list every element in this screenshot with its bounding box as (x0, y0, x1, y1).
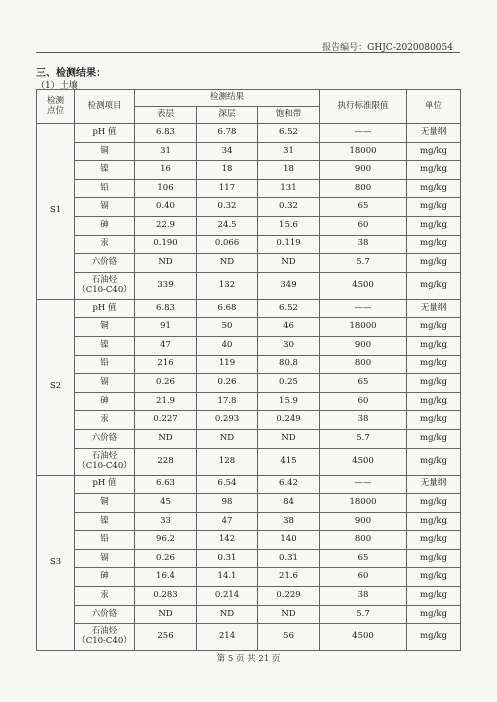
header-results: 检测结果 (135, 90, 320, 107)
surface-cell: 33 (135, 512, 197, 531)
item-label: 镉 (100, 552, 109, 563)
table-row (37, 299, 461, 318)
unit-cell: mg/kg (407, 494, 461, 513)
table-row (37, 568, 461, 587)
table-row (37, 605, 461, 624)
surface-cell: ND (135, 429, 197, 448)
item-cell (75, 475, 135, 494)
item-label: 铜 (100, 497, 109, 507)
deep-cell: 47 (197, 512, 258, 531)
header-saturated: 饱和带 (258, 107, 320, 124)
surface-cell: 0.190 (135, 235, 197, 254)
item-label: 汞 (100, 589, 109, 600)
unit-cell: mg/kg (407, 254, 461, 273)
table-row (37, 512, 461, 531)
item-label: 镉 (100, 377, 109, 388)
unit-cell: mg/kg (407, 429, 461, 448)
deep-cell: 142 (197, 531, 258, 550)
item-cell (75, 355, 135, 374)
item-label: 六价铬 (91, 432, 118, 443)
limit-cell: 5.7 (320, 254, 407, 273)
table-row (37, 448, 461, 475)
saturated-cell: 84 (258, 494, 320, 513)
surface-cell: 22.9 (135, 216, 197, 235)
limit-cell: —— (320, 124, 407, 143)
surface-cell: 6.83 (135, 299, 197, 318)
deep-cell: 6.54 (197, 475, 258, 494)
item-label: pH 值 (92, 302, 117, 313)
saturated-cell: ND (258, 605, 320, 624)
item-cell (75, 512, 135, 531)
table-row (37, 124, 461, 143)
unit-cell: mg/kg (407, 568, 461, 587)
limit-cell: 60 (320, 216, 407, 235)
surface-cell: 0.26 (135, 549, 197, 568)
item-label-suffix: （C10-C40） (77, 460, 132, 471)
unit-cell: mg/kg (407, 531, 461, 550)
limit-cell: —— (320, 475, 407, 494)
item-cell (75, 448, 135, 475)
item-cell (75, 235, 135, 254)
limit-cell: 5.7 (320, 605, 407, 624)
deep-cell: 0.26 (197, 374, 258, 393)
table-row (37, 254, 461, 273)
surface-cell: 216 (135, 355, 197, 374)
saturated-cell: 21.6 (258, 568, 320, 587)
item-label: pH 值 (92, 126, 117, 137)
limit-cell: 900 (320, 336, 407, 355)
unit-cell: mg/kg (407, 198, 461, 217)
saturated-cell: 131 (258, 179, 320, 198)
saturated-cell: 31 (258, 142, 320, 161)
table-row (37, 318, 461, 337)
deep-cell: 0.31 (197, 549, 258, 568)
item-cell (75, 494, 135, 513)
item-label: 镍 (100, 515, 109, 526)
table-row (37, 624, 461, 651)
surface-cell: 21.9 (135, 392, 197, 411)
unit-cell: mg/kg (407, 179, 461, 198)
item-cell (75, 531, 135, 550)
item-label: 砷 (100, 571, 109, 582)
item-label: 铜 (100, 321, 109, 332)
unit-cell: mg/kg (407, 448, 461, 475)
limit-cell: 65 (320, 198, 407, 217)
item-label-suffix: （C10-C40） (77, 284, 132, 295)
surface-cell: 256 (135, 624, 197, 651)
table-row (37, 142, 461, 161)
item-label: 铅 (100, 182, 109, 193)
saturated-cell: 0.249 (258, 411, 320, 430)
table-row (37, 587, 461, 606)
deep-cell: 0.32 (197, 198, 258, 217)
deep-cell: 14.1 (197, 568, 258, 587)
item-label: 镍 (100, 339, 109, 350)
unit-cell: mg/kg (407, 411, 461, 430)
surface-cell: 106 (135, 179, 197, 198)
item-cell (75, 216, 135, 235)
item-cell (75, 124, 135, 143)
header-deep: 深层 (197, 107, 258, 124)
item-label: 石油烃 (91, 274, 118, 285)
page-footer: 第 5 页 共 21 页 (216, 654, 281, 664)
deep-cell: 117 (197, 179, 258, 198)
item-cell (75, 392, 135, 411)
surface-cell: ND (135, 605, 197, 624)
limit-cell: 18000 (320, 318, 407, 337)
unit-cell: 无量纲 (407, 124, 461, 143)
deep-cell: 40 (197, 336, 258, 355)
limit-cell: 4500 (320, 272, 407, 299)
item-label: 汞 (100, 238, 109, 249)
deep-cell: 214 (197, 624, 258, 651)
unit-cell: mg/kg (407, 318, 461, 337)
unit-cell: mg/kg (407, 336, 461, 355)
item-cell (75, 568, 135, 587)
saturated-cell: 415 (258, 448, 320, 475)
header-location: 检测点位 (37, 90, 75, 124)
table-row (37, 272, 461, 299)
deep-cell: 6.68 (197, 299, 258, 318)
saturated-cell: ND (258, 254, 320, 273)
item-cell (75, 624, 135, 651)
table-row (37, 392, 461, 411)
unit-cell: mg/kg (407, 392, 461, 411)
item-cell (75, 142, 135, 161)
saturated-cell: 56 (258, 624, 320, 651)
table-row (37, 374, 461, 393)
surface-cell: 339 (135, 272, 197, 299)
deep-cell: ND (197, 254, 258, 273)
limit-cell: 60 (320, 392, 407, 411)
limit-cell: 900 (320, 512, 407, 531)
limit-cell: 65 (320, 549, 407, 568)
surface-cell: 31 (135, 142, 197, 161)
table-row (37, 179, 461, 198)
table-row (37, 411, 461, 430)
deep-cell: ND (197, 605, 258, 624)
item-label: 铅 (100, 358, 109, 369)
saturated-cell: 0.31 (258, 549, 320, 568)
saturated-cell: 6.52 (258, 124, 320, 143)
unit-cell: mg/kg (407, 374, 461, 393)
results-table (36, 89, 461, 651)
unit-cell: mg/kg (407, 235, 461, 254)
saturated-cell: 80.8 (258, 355, 320, 374)
surface-cell: 6.63 (135, 475, 197, 494)
saturated-cell: ND (258, 429, 320, 448)
item-cell (75, 198, 135, 217)
item-label: 六价铬 (91, 608, 118, 619)
saturated-cell: 0.229 (258, 587, 320, 606)
item-label: 镉 (100, 201, 109, 212)
table-row (37, 216, 461, 235)
table-row (37, 494, 461, 513)
deep-cell: 98 (197, 494, 258, 513)
item-cell (75, 605, 135, 624)
limit-cell: 18000 (320, 494, 407, 513)
item-cell (75, 587, 135, 606)
limit-cell: 38 (320, 587, 407, 606)
item-cell (75, 161, 135, 180)
deep-cell: 24.5 (197, 216, 258, 235)
unit-cell: mg/kg (407, 161, 461, 180)
surface-cell: 91 (135, 318, 197, 337)
item-cell (75, 429, 135, 448)
item-cell (75, 411, 135, 430)
limit-cell: 800 (320, 531, 407, 550)
limit-cell: 800 (320, 179, 407, 198)
table-row (37, 531, 461, 550)
item-label: 铅 (100, 534, 109, 545)
site-cell: S1 (37, 124, 75, 300)
item-cell (75, 549, 135, 568)
item-cell (75, 272, 135, 299)
saturated-cell: 15.6 (258, 216, 320, 235)
surface-cell: 45 (135, 494, 197, 513)
section-title: 三、检测结果： (36, 68, 106, 79)
limit-cell: 800 (320, 355, 407, 374)
deep-cell: ND (197, 429, 258, 448)
saturated-cell: 0.32 (258, 198, 320, 217)
header-unit: 单位 (407, 90, 461, 124)
unit-cell: mg/kg (407, 605, 461, 624)
saturated-cell: 46 (258, 318, 320, 337)
table-row (37, 235, 461, 254)
deep-cell: 17.8 (197, 392, 258, 411)
deep-cell: 0.214 (197, 587, 258, 606)
unit-cell: mg/kg (407, 587, 461, 606)
saturated-cell: 140 (258, 531, 320, 550)
table-row (37, 161, 461, 180)
saturated-cell: 18 (258, 161, 320, 180)
surface-cell: 0.227 (135, 411, 197, 430)
surface-cell: 0.283 (135, 587, 197, 606)
header-limit: 执行标准限值 (320, 90, 407, 124)
item-label: 石油烃 (91, 626, 118, 637)
saturated-cell: 0.25 (258, 374, 320, 393)
limit-cell: 18000 (320, 142, 407, 161)
item-cell (75, 374, 135, 393)
limit-cell: 60 (320, 568, 407, 587)
table-body (37, 124, 461, 651)
item-label: 砷 (100, 395, 109, 406)
report-number: 报告编号：GHJC-2020080054 (322, 43, 453, 53)
item-cell (75, 254, 135, 273)
limit-cell: 4500 (320, 448, 407, 475)
saturated-cell: 6.52 (258, 299, 320, 318)
surface-cell: 16 (135, 161, 197, 180)
item-cell (75, 299, 135, 318)
item-label: 汞 (100, 414, 109, 425)
limit-cell: 900 (320, 161, 407, 180)
deep-cell: 128 (197, 448, 258, 475)
saturated-cell: 0.119 (258, 235, 320, 254)
unit-cell: 无量纲 (407, 475, 461, 494)
deep-cell: 34 (197, 142, 258, 161)
unit-cell: mg/kg (407, 142, 461, 161)
limit-cell: 38 (320, 235, 407, 254)
header-item: 检测项目 (75, 90, 135, 124)
item-label: 六价铬 (91, 257, 118, 268)
saturated-cell: 38 (258, 512, 320, 531)
deep-cell: 18 (197, 161, 258, 180)
unit-cell: mg/kg (407, 272, 461, 299)
deep-cell: 50 (197, 318, 258, 337)
deep-cell: 132 (197, 272, 258, 299)
unit-cell: mg/kg (407, 355, 461, 374)
surface-cell: 16.4 (135, 568, 197, 587)
limit-cell: —— (320, 299, 407, 318)
unit-cell: mg/kg (407, 549, 461, 568)
deep-cell: 119 (197, 355, 258, 374)
limit-cell: 38 (320, 411, 407, 430)
surface-cell: 6.83 (135, 124, 197, 143)
saturated-cell: 6.42 (258, 475, 320, 494)
saturated-cell: 30 (258, 336, 320, 355)
limit-cell: 4500 (320, 624, 407, 651)
table-row (37, 355, 461, 374)
limit-cell: 5.7 (320, 429, 407, 448)
surface-cell: 0.40 (135, 198, 197, 217)
table-row (37, 336, 461, 355)
unit-cell: 无量纲 (407, 299, 461, 318)
limit-cell: 65 (320, 374, 407, 393)
item-cell (75, 336, 135, 355)
item-label: 镍 (100, 164, 109, 175)
table-row (37, 549, 461, 568)
saturated-cell: 15.9 (258, 392, 320, 411)
site-cell: S2 (37, 299, 75, 475)
sub-title: （1）土壤 (36, 81, 78, 91)
deep-cell: 0.293 (197, 411, 258, 430)
surface-cell: 96.2 (135, 531, 197, 550)
table-row (37, 198, 461, 217)
item-cell (75, 179, 135, 198)
table-row (37, 429, 461, 448)
saturated-cell: 349 (258, 272, 320, 299)
surface-cell: 228 (135, 448, 197, 475)
surface-cell: ND (135, 254, 197, 273)
item-label: 石油烃 (91, 450, 118, 461)
unit-cell: mg/kg (407, 512, 461, 531)
table-row (37, 475, 461, 494)
site-cell: S3 (37, 475, 75, 651)
surface-cell: 47 (135, 336, 197, 355)
item-cell (75, 318, 135, 337)
header-surface: 表层 (135, 107, 197, 124)
item-label-suffix: （C10-C40） (77, 636, 132, 647)
item-label: pH 值 (92, 478, 117, 489)
item-label: 砷 (100, 219, 109, 230)
item-label: 铜 (100, 145, 109, 156)
deep-cell: 6.78 (197, 124, 258, 143)
deep-cell: 0.066 (197, 235, 258, 254)
unit-cell: mg/kg (407, 624, 461, 651)
unit-cell: mg/kg (407, 216, 461, 235)
header-divider (36, 52, 460, 53)
surface-cell: 0.26 (135, 374, 197, 393)
